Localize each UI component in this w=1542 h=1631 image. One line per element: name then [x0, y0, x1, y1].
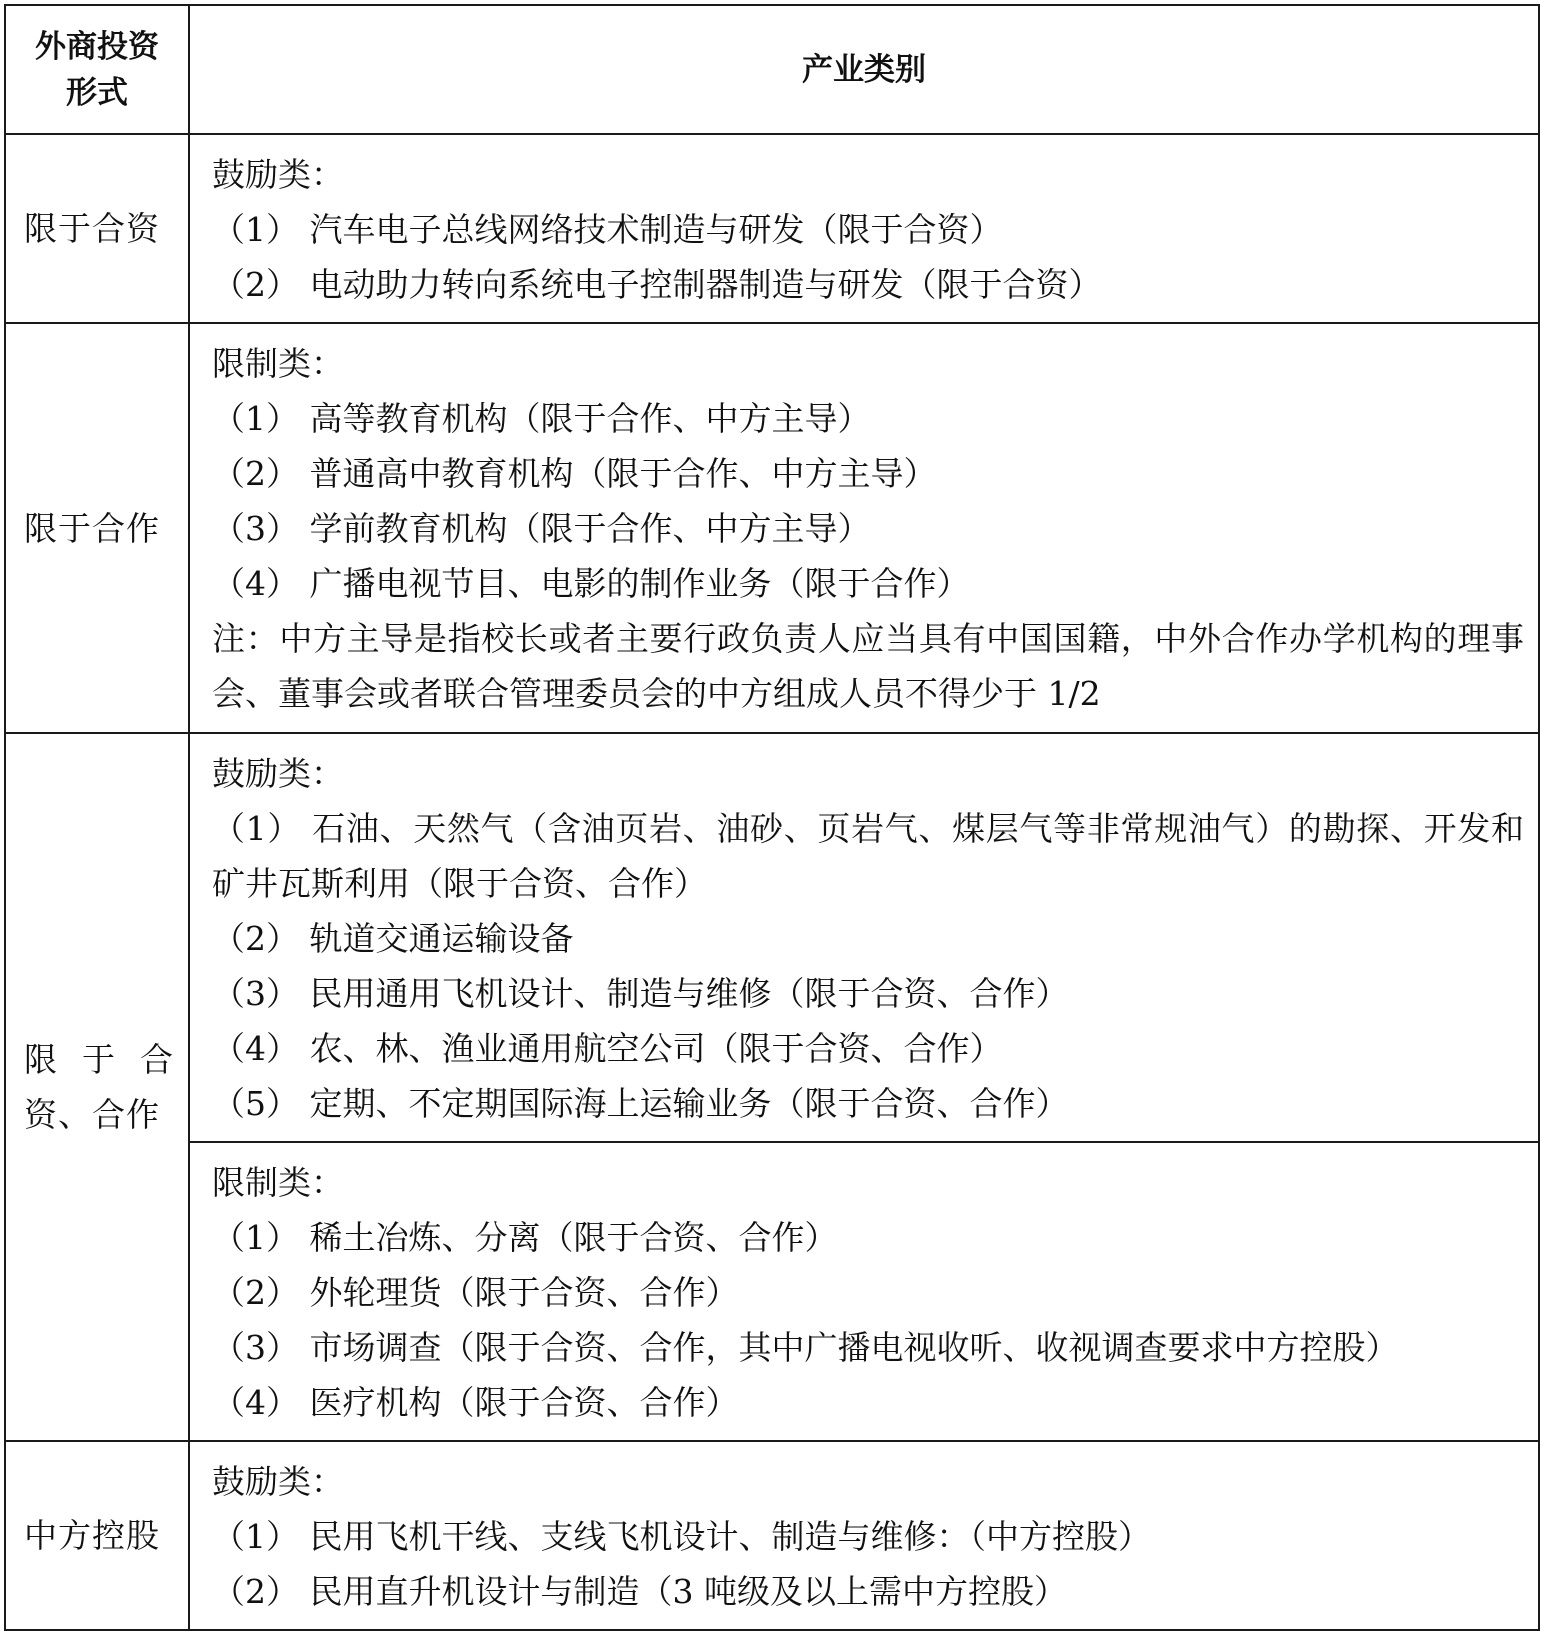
table-row — [5, 1441, 1539, 1630]
investment-form-cell: 中方控股 — [5, 1441, 189, 1630]
list-item: （2） 民用直升机设计与制造（3 吨级及以上需中方控股） — [212, 1572, 1067, 1611]
header-investment-form — [5, 5, 189, 134]
list-item: （1） 稀土冶炼、分离（限于合资、合作） — [212, 1218, 838, 1257]
list-item: （1） 高等教育机构（限于合作、中方主导） — [212, 399, 871, 438]
footnote: 注：中方主导是指校长或者主要行政负责人应当具有中国国籍，中外合作办学机构的理事会、董事会或者联合管理委员会的中方组成人员不得少于 1/2 — [212, 619, 1524, 713]
list-item: （2） 轨道交通运输设备 — [212, 919, 574, 958]
list-item: （2） 外轮理货（限于合资、合作） — [212, 1273, 739, 1312]
list-item: （1） 汽车电子总线网络技术制造与研发（限于合资） — [212, 210, 1003, 249]
table-row — [5, 733, 1539, 1142]
list-item: （3） 市场调查（限于合资、合作，其中广播电视收听、收视调查要求中方控股） — [212, 1328, 1399, 1367]
list-item: （3） 民用通用飞机设计、制造与维修（限于合资、合作） — [212, 974, 1069, 1013]
header-investment-form-line2: 形式 — [66, 74, 128, 111]
list-item: （4） 农、林、渔业通用航空公司（限于合资、合作） — [212, 1029, 1003, 1068]
industry-category-cell — [189, 323, 1539, 733]
table-row — [5, 134, 1539, 323]
industry-category-cell — [189, 1441, 1539, 1630]
list-item: （1） 民用飞机干线、支线飞机设计、制造与维修：（中方控股） — [212, 1517, 1151, 1556]
investment-form-cell: 限 于 合 资、合作 — [5, 733, 189, 1441]
header-industry-category: 产业类别 — [189, 5, 1539, 134]
list-item: （4） 医疗机构（限于合资、合作） — [212, 1383, 739, 1422]
industry-category-cell — [189, 1142, 1539, 1441]
list-item: （1） 石油、天然气（含油页岩、油砂、页岩气、煤层气等非常规油气）的勘探、开发和矿井瓦斯利用（限于合资、合作） — [212, 809, 1524, 903]
list-item: （3） 学前教育机构（限于合作、中方主导） — [212, 509, 871, 548]
category-heading: 限制类： — [212, 344, 344, 383]
table-row — [5, 1142, 1539, 1441]
category-heading: 鼓励类： — [212, 1462, 344, 1501]
industry-category-cell — [189, 134, 1539, 323]
category-heading: 鼓励类： — [212, 155, 344, 194]
list-item: （5） 定期、不定期国际海上运输业务（限于合资、合作） — [212, 1084, 1069, 1123]
header-investment-form-line1: 外商投资 — [35, 28, 159, 65]
investment-form-cell: 限于合作 — [5, 323, 189, 733]
investment-form-cell: 限于合资 — [5, 134, 189, 323]
category-heading: 限制类： — [212, 1163, 344, 1202]
list-item: （2） 电动助力转向系统电子控制器制造与研发（限于合资） — [212, 265, 1102, 304]
industry-category-cell — [189, 733, 1539, 1142]
list-item: （2） 普通高中教育机构（限于合作、中方主导） — [212, 454, 937, 493]
table-header-row — [5, 5, 1539, 134]
industry-category-table — [4, 4, 1540, 1631]
category-heading: 鼓励类： — [212, 754, 344, 793]
table-row — [5, 323, 1539, 733]
list-item: （4） 广播电视节目、电影的制作业务（限于合作） — [212, 564, 970, 603]
